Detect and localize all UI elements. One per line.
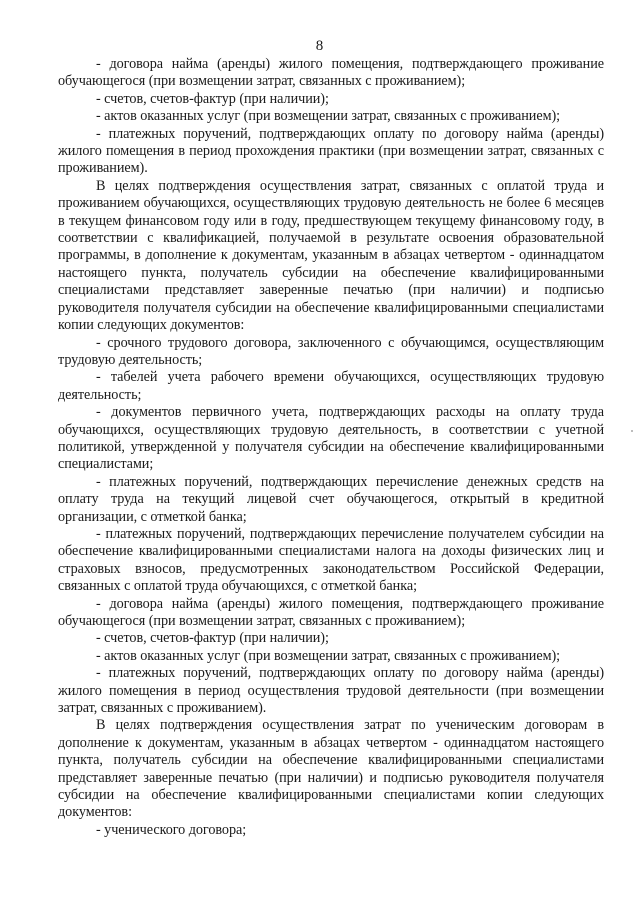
paragraph: - платежных поручений, подтверждающих перечисление получателем субсидии на обеспечение квалифицированными специалистами налога на доходы физических лиц и страховых взносов, предусмотренных законодательством Российской Федерации, связанных с оплатой труда обучающихся, с отметкой банка; xyxy=(58,525,604,595)
paragraph: - счетов, счетов-фактур (при наличии); xyxy=(96,90,329,107)
paragraph: В целях подтверждения осуществления затрат, связанных с оплатой труда и проживанием обучающихся, осуществляющих трудовую деятельность не более 6 месяцев в текущем финансовом году или в году, предшествующем текущему финансовому году, в соответствии с квалификацией, получаемой в результате освоения образовательной программы, в дополнение к документам, указанным в абзацах четвертом - одиннадцатом настоящего пункта, получатель субсидии на обеспечение квалифицированными специалистами представляет заверенные печатью (при наличии) и подписью руководителя получателя субсидии на обеспечение квалифицированными специалистами копии следующих документов: xyxy=(58,177,604,334)
paragraph: - срочного трудового договора, заключенного с обучающимся, осуществляющим трудовую деятельность; xyxy=(58,334,604,368)
paragraph: - табелей учета рабочего времени обучающихся, осуществляющих трудовую деятельность; xyxy=(58,369,604,403)
paragraph: - актов оказанных услуг (при возмещении затрат, связанных с проживанием); xyxy=(96,108,561,125)
page-number: 8 xyxy=(315,38,324,54)
paragraph: - ученического договора; xyxy=(96,821,247,838)
scan-speck xyxy=(631,430,633,432)
paragraph: - платежных поручений, подтверждающих оплату по договору найма (аренды) жилого помещения в период прохождения практики (при возмещении затрат, связанных с проживанием). xyxy=(58,125,604,177)
paragraph: - платежных поручений, подтверждающих оплату по договору найма (аренды) жилого помещения в период осуществления трудовой деятельности (при возмещении затрат, связанных с проживанием). xyxy=(58,665,604,717)
paragraph: - актов оказанных услуг (при возмещении затрат, связанных с проживанием); xyxy=(96,647,561,664)
paragraph: - счетов, счетов-фактур (при наличии); xyxy=(96,630,329,647)
paragraph: - документов первичного учета, подтверждающих расходы на оплату труда обучающихся, осуществляющих трудовую деятельность, в соответствии с учетной политикой, утвержденной у получателя субсидии на обеспечение квалифицированными специалистами; xyxy=(58,404,604,473)
paragraph: - договора найма (аренды) жилого помещения, подтверждающего проживание обучающегося (при возмещении затрат, связанных с проживанием); xyxy=(58,56,604,90)
paragraph: - платежных поручений, подтверждающих перечисление денежных средств на оплату труда на текущий лицевой счет обучающегося, открытый в кредитной организации, с отметкой банка; xyxy=(58,473,604,525)
paragraph: В целях подтверждения осуществления затрат по ученическим договорам в дополнение к документам, указанным в абзацах четвертом - одиннадцатом настоящего пункта, получатель субсидии на обеспечение квалифицированными специалистами представляет заверенные печатью (при наличии) и подписью руководителя получателя субсидии на обеспечение квалифицированными специалистами копии следующих документов: xyxy=(58,717,604,821)
paragraph: - договора найма (аренды) жилого помещения, подтверждающего проживание обучающегося (при возмещении затрат, связанных с проживанием); xyxy=(58,595,604,629)
document-body xyxy=(58,56,604,839)
